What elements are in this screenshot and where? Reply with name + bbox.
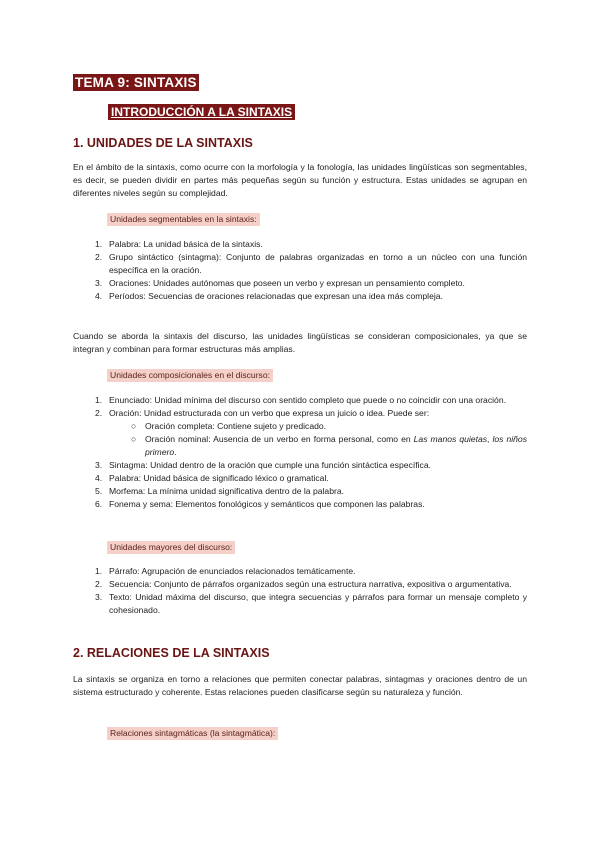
composicionales-label: Unidades composicionales en el discurso: — [107, 369, 273, 382]
list-item: 4. Períodos: Secuencias de oraciones relacionadas que expresan una idea más compleja. — [95, 291, 443, 301]
list-item: 2. Grupo sintáctico (sintagma): Conjunto de palabras organizadas en torno a un núcleo con una función específica en la oración. — [95, 252, 527, 275]
sub-list-item: ○ Oración completa: Contiene sujeto y predicado. — [131, 421, 327, 431]
document-title: TEMA 9: SINTAXIS — [75, 75, 197, 90]
list-item: 6. Fonema y sema: Elementos fonológicos y semánticos que componen las palabras. — [95, 499, 425, 509]
intro-title: INTRODUCCIÓN A LA SINTAXIS — [108, 104, 295, 120]
segmentables-label: Unidades segmentables en la sintaxis: — [107, 213, 260, 226]
list-item: 2. Secuencia: Conjunto de párrafos organizados según una estructura narrativa, expositiva o argumentativa. — [95, 579, 512, 589]
list-item: 1. Enunciado: Unidad mínima del discurso con sentido completo que puede o no coincidir con una oración. — [95, 395, 506, 405]
mayores-label: Unidades mayores del discurso: — [107, 541, 235, 554]
list-item: 1. Párrafo: Agrupación de enunciados relacionados temáticamente. — [95, 566, 356, 576]
list-item: 3. Sintagma: Unidad dentro de la oración que cumple una función sintáctica específica. — [95, 460, 431, 470]
list-item: 3. Oraciones: Unidades autónomas que poseen un verbo y expresan un pensamiento completo. — [95, 278, 465, 288]
list-item: 3. Texto: Unidad máxima del discurso, que integra secuencias y párrafos para formar un mensaje completo y cohesionado. — [95, 592, 527, 615]
section1-intro: En el ámbito de la sintaxis, como ocurre con la morfología y la fonología, las unidades lingüísticas son segmentables, es decir, se pueden dividir en partes más pequeñas según su función y estructura. Estas unidades se agrupan en diferentes niveles según su complejidad. — [73, 162, 527, 198]
list-item: 2. Oración: Unidad estructurada con un verbo que expresa un juicio o idea. Puede ser: — [95, 408, 430, 418]
list-item: 1. Palabra: La unidad básica de la sintaxis. — [95, 239, 263, 249]
composicionales-list — [73, 394, 527, 511]
section1-heading: 1. UNIDADES DE LA SINTAXIS — [73, 136, 253, 150]
list-item: 5. Morfema: La mínima unidad significativa dentro de la palabra. — [95, 486, 345, 496]
discurso-intro: Cuando se aborda la sintaxis del discurso, las unidades lingüísticas se consideran composicionales, ya que se integran y combinan para formar estructuras más amplias. — [73, 331, 527, 354]
section2-intro: La sintaxis se organiza en torno a relaciones que permiten conectar palabras, sintagmas y oraciones dentro de un sistema estructurado y coherente. Estas relaciones pueden clasificarse según su naturaleza y función. — [73, 674, 527, 697]
mayores-list — [73, 565, 527, 617]
section2-heading: 2. RELACIONES DE LA SINTAXIS — [73, 646, 270, 660]
segmentables-list — [73, 238, 527, 303]
sub-list-item: ○ Oración nominal: Ausencia de un verbo en forma personal, como en Las manos quietas, los niños primero. — [131, 434, 527, 457]
sintagmaticas-label: Relaciones sintagmáticas (la sintagmática): — [107, 727, 278, 740]
list-item: 4. Palabra: Unidad básica de significado léxico o gramatical. — [95, 473, 329, 483]
